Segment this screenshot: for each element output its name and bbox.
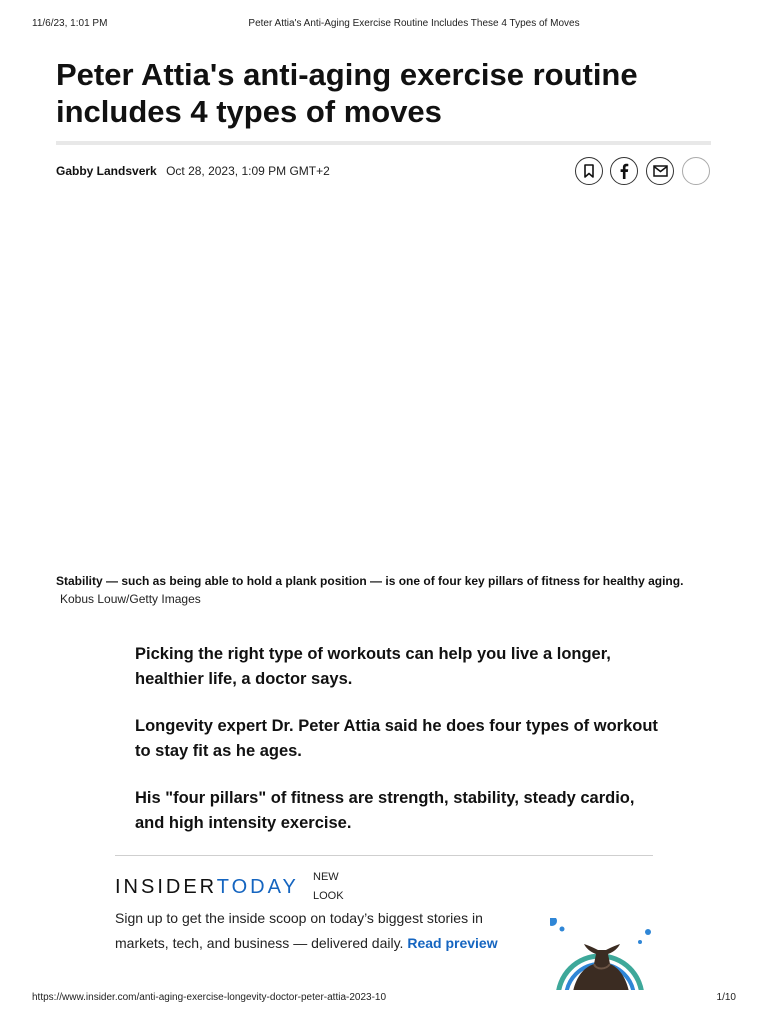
print-header xyxy=(32,18,736,32)
bookmark-button[interactable] xyxy=(575,157,603,185)
key-point: His "four pillars" of fitness are strength, stability, steady cardio, and high intensity exercise. xyxy=(135,789,635,832)
print-document-title: Peter Attia's Anti-Aging Exercise Routine Includes These 4 Types of Moves xyxy=(248,18,580,29)
facebook-share-button[interactable] xyxy=(610,157,638,185)
newsletter-promo xyxy=(115,866,675,990)
section-divider xyxy=(115,855,653,856)
author-name[interactable]: Gabby Landsverk xyxy=(56,164,157,178)
email-icon xyxy=(653,165,668,177)
insider-today-logo xyxy=(115,876,299,899)
key-points xyxy=(135,642,665,858)
byline xyxy=(56,164,330,178)
newsletter-description xyxy=(115,906,535,956)
brand-secondary: TODAY xyxy=(216,876,299,898)
facebook-icon xyxy=(619,163,629,179)
caption-text: Stability — such as being able to hold a plank position — is one of four key pillars of fitness for healthy aging. xyxy=(56,574,684,588)
article-headline: Peter Attia's anti-aging exercise routine includes 4 types of moves xyxy=(56,57,638,129)
hero-image xyxy=(56,196,711,561)
read-preview-link[interactable]: Read preview xyxy=(407,935,498,951)
email-share-button[interactable] xyxy=(646,157,674,185)
badge-line-2: LOOK xyxy=(313,890,344,902)
bull-illustration-icon xyxy=(550,918,660,990)
new-look-badge xyxy=(313,868,353,906)
print-datetime: 11/6/23, 1:01 PM xyxy=(32,18,108,29)
more-share-button[interactable] xyxy=(682,157,710,185)
brand-primary: INSIDER xyxy=(115,876,217,898)
key-point: Picking the right type of workouts can help you live a longer, healthier life, a doctor says. xyxy=(135,645,611,688)
bookmark-icon xyxy=(583,164,595,178)
key-point: Longevity expert Dr. Peter Attia said he does four types of workout to stay fit as he ages. xyxy=(135,717,658,760)
publish-date: Oct 28, 2023, 1:09 PM GMT+2 xyxy=(166,164,330,178)
headline-divider xyxy=(56,141,711,145)
print-footer xyxy=(32,992,736,1006)
page-number: 1/10 xyxy=(716,992,736,1003)
newsletter-copy: Sign up to get the inside scoop on today’s biggest stories in markets, tech, and business — delivered daily. xyxy=(115,910,483,951)
badge-line-1: NEW xyxy=(313,871,339,883)
page-url: https://www.insider.com/anti-aging-exercise-longevity-doctor-peter-attia-2023-10 xyxy=(32,992,387,1003)
image-caption xyxy=(56,572,711,608)
photo-credit: Kobus Louw/Getty Images xyxy=(60,592,201,606)
